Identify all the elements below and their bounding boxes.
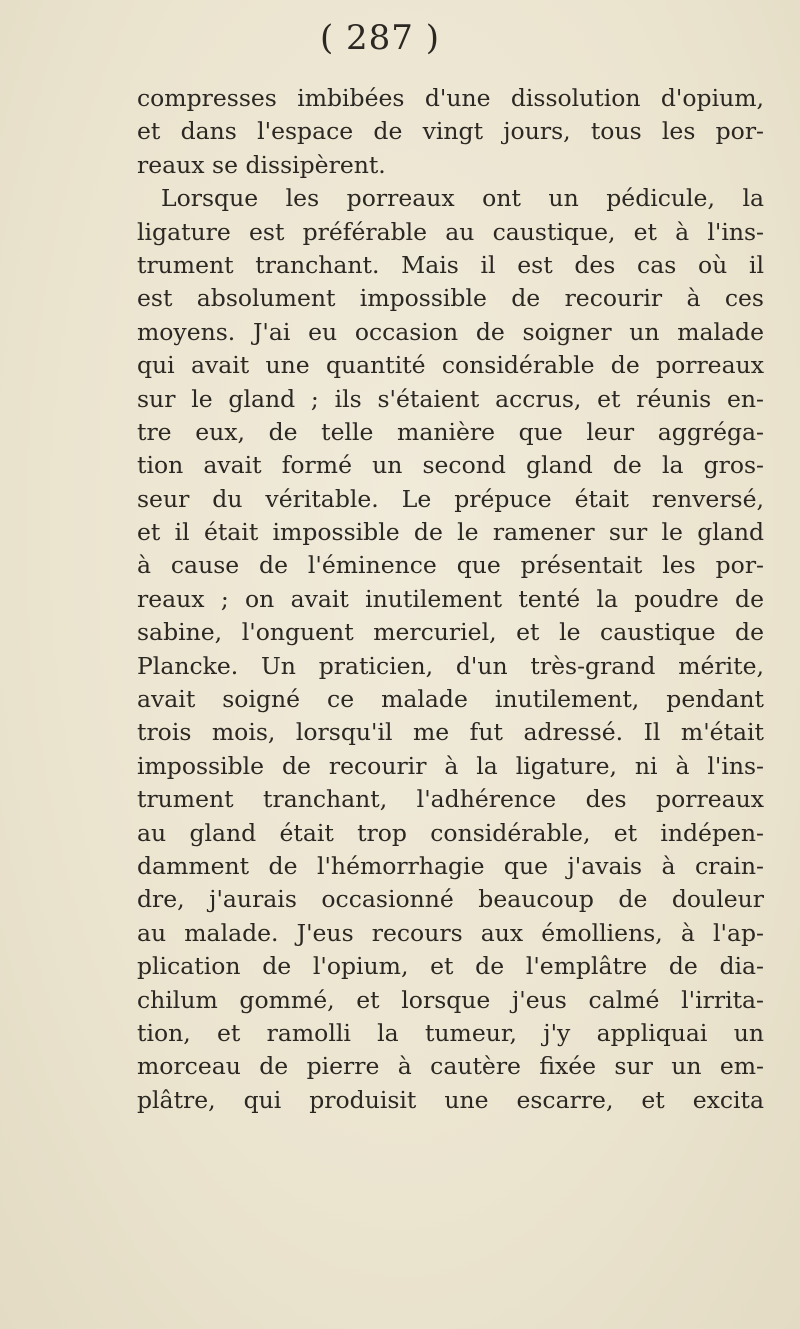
text-line: sur le gland ; ils s'étaient accrus, et réunis en-: [137, 384, 764, 413]
text-line: trois mois, lorsqu'il me fut adressé. Il m'était: [137, 718, 764, 747]
text-line: ligature est préférable au caustique, et à l'ins-: [137, 217, 764, 246]
text-line: plication de l'opium, et de l'emplâtre de dia-: [137, 952, 764, 981]
text-line: compresses imbibées d'une dissolution d'opium,: [137, 84, 764, 112]
text-line: morceau de pierre à cautère fixée sur un em-: [137, 1052, 764, 1081]
text-line: et dans l'espace de vingt jours, tous les por-: [137, 117, 764, 146]
text-line: damment de l'hémorrhagie que j'avais à crain-: [137, 851, 764, 880]
text-line: Lorsque les porreaux ont un pédicule, la: [161, 184, 764, 213]
text-line: plâtre, qui produisit une escarre, et excita: [137, 1085, 764, 1114]
text-line: est absolument impossible de recourir à ces: [137, 284, 764, 313]
text-line: reaux se dissipèrent.: [137, 150, 386, 179]
text-line: reaux ; on avait inutilement tenté la poudre de: [137, 584, 764, 613]
text-line: tre eux, de telle manière que leur aggréga-: [137, 417, 764, 446]
text-line: et il était impossible de le ramener sur le gland: [137, 518, 764, 547]
text-line: dre, j'aurais occasionné beaucoup de douleur: [137, 885, 764, 914]
text-line: sabine, l'onguent mercuriel, et le caustique de: [137, 618, 764, 647]
text-line: trument tranchant, l'adhérence des porreaux: [137, 785, 764, 814]
text-line: à cause de l'éminence que présentait les por-: [137, 551, 764, 580]
page-number: ( 287 ): [319, 18, 441, 58]
text-line: avait soigné ce malade inutilement, pendant: [137, 685, 764, 714]
text-line: au gland était trop considérable, et indépen-: [137, 818, 764, 847]
text-line: chilum gommé, et lorsque j'eus calmé l'irrita-: [137, 985, 764, 1014]
text-line: trument tranchant. Mais il est des cas où il: [137, 250, 764, 279]
text-line: tion avait formé un second gland de la gros-: [137, 451, 764, 480]
text-line: Plancke. Un praticien, d'un très-grand mérite,: [137, 651, 764, 680]
text-line: au malade. J'eus recours aux émolliens, à l'ap-: [137, 918, 764, 947]
text-line: seur du véritable. Le prépuce était renversé,: [137, 484, 764, 513]
text-line: qui avait une quantité considérable de porreaux: [137, 351, 764, 380]
body-text: [137, 82, 764, 1117]
text-line: moyens. J'ai eu occasion de soigner un malade: [137, 317, 764, 346]
text-line: impossible de recourir à la ligature, ni à l'ins-: [137, 751, 764, 780]
text-line: tion, et ramolli la tumeur, j'y appliquai un: [137, 1018, 764, 1047]
